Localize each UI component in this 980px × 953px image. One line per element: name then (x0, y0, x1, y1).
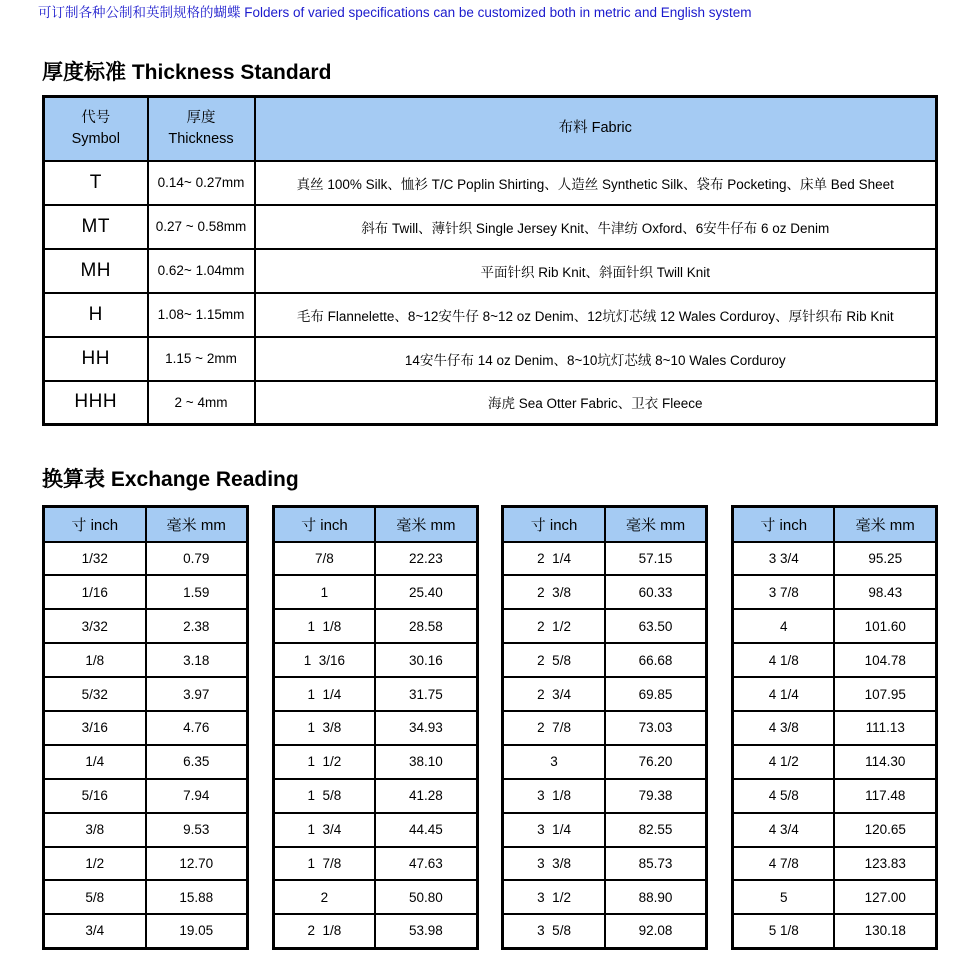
mm-cell: 4.76 (146, 711, 248, 745)
thickness-cell: 0.62~ 1.04mm (148, 249, 255, 293)
inch-cell: 4 7/8 (732, 847, 834, 881)
mm-cell: 85.73 (605, 847, 707, 881)
mm-cell: 95.25 (834, 542, 936, 576)
symbol-column-header (44, 97, 148, 161)
mm-cell: 53.98 (375, 914, 477, 948)
exchange-row (732, 542, 936, 576)
exchange-row (503, 609, 707, 643)
mm-cell: 50.80 (375, 880, 477, 914)
inch-cell: 2 (273, 880, 375, 914)
inch-cell: 2 7/8 (503, 711, 605, 745)
thickness-cell: 1.08~ 1.15mm (148, 293, 255, 337)
top-note: 可订制各种公制和英制规格的蝴蝶 Folders of varied specifications can be customized both in metric and English system (38, 5, 752, 20)
mm-cell: 98.43 (834, 575, 936, 609)
inch-cell: 1 (273, 575, 375, 609)
inch-cell: 3 3/8 (503, 847, 605, 881)
mm-cell: 41.28 (375, 779, 477, 813)
exchange-row (44, 813, 248, 847)
inch-cell: 1/16 (44, 575, 146, 609)
symbol-cell: MT (44, 205, 148, 249)
inch-cell: 2 1/4 (503, 542, 605, 576)
thickness-table (42, 95, 938, 426)
exchange-row (273, 643, 477, 677)
exchange-row (44, 575, 248, 609)
exchange-row (44, 880, 248, 914)
exchange-row (503, 813, 707, 847)
inch-cell: 1 5/8 (273, 779, 375, 813)
mm-cell: 79.38 (605, 779, 707, 813)
mm-cell: 104.78 (834, 643, 936, 677)
mm-column-header: 毫米 mm (375, 507, 477, 542)
exchange-row (503, 779, 707, 813)
inch-cell: 1 1/2 (273, 745, 375, 779)
inch-cell: 4 1/4 (732, 677, 834, 711)
exchange-row (732, 779, 936, 813)
exchange-row (732, 914, 936, 948)
exchange-row (44, 677, 248, 711)
inch-column-header: 寸 inch (503, 507, 605, 542)
inch-cell: 1/2 (44, 847, 146, 881)
mm-cell: 12.70 (146, 847, 248, 881)
mm-cell: 9.53 (146, 813, 248, 847)
fabric-cell: 海虎 Sea Otter Fabric、卫衣 Fleece (255, 381, 937, 425)
thickness-row (44, 293, 937, 337)
inch-cell: 2 1/2 (503, 609, 605, 643)
thickness-header-row (44, 97, 937, 161)
symbol-cell: H (44, 293, 148, 337)
mm-cell: 7.94 (146, 779, 248, 813)
thickness-column-header (148, 97, 255, 161)
exchange-row (273, 575, 477, 609)
mm-cell: 111.13 (834, 711, 936, 745)
symbol-cell: HHH (44, 381, 148, 425)
exchange-row (44, 542, 248, 576)
exchange-row (273, 609, 477, 643)
mm-cell: 130.18 (834, 914, 936, 948)
exchange-row (273, 745, 477, 779)
inch-cell: 3 1/4 (503, 813, 605, 847)
exchange-row (732, 847, 936, 881)
thickness-header-zh: 厚度 (186, 109, 216, 126)
mm-cell: 127.00 (834, 880, 936, 914)
mm-cell: 3.18 (146, 643, 248, 677)
exchange-row (503, 847, 707, 881)
exchange-row (44, 745, 248, 779)
mm-cell: 6.35 (146, 745, 248, 779)
mm-cell: 34.93 (375, 711, 477, 745)
mm-cell: 63.50 (605, 609, 707, 643)
mm-cell: 117.48 (834, 779, 936, 813)
mm-cell: 47.63 (375, 847, 477, 881)
inch-cell: 1 1/4 (273, 677, 375, 711)
inch-cell: 7/8 (273, 542, 375, 576)
mm-cell: 22.23 (375, 542, 477, 576)
mm-cell: 123.83 (834, 847, 936, 881)
exchange-row (503, 643, 707, 677)
exchange-row (732, 575, 936, 609)
thickness-row (44, 337, 937, 381)
symbol-cell: HH (44, 337, 148, 381)
inch-cell: 3/8 (44, 813, 146, 847)
mm-cell: 69.85 (605, 677, 707, 711)
mm-cell: 101.60 (834, 609, 936, 643)
mm-cell: 19.05 (146, 914, 248, 948)
inch-cell: 2 3/8 (503, 575, 605, 609)
mm-column-header: 毫米 mm (834, 507, 936, 542)
inch-cell: 1 3/16 (273, 643, 375, 677)
exchange-tables-container (42, 505, 938, 950)
mm-cell: 1.59 (146, 575, 248, 609)
inch-cell: 3 1/2 (503, 880, 605, 914)
inch-cell: 2 1/8 (273, 914, 375, 948)
symbol-header-zh: 代号 (81, 109, 111, 126)
fabric-column-header: 布料 Fabric (255, 97, 937, 161)
inch-cell: 1 3/8 (273, 711, 375, 745)
thickness-cell: 0.14~ 0.27mm (148, 161, 255, 205)
mm-cell: 31.75 (375, 677, 477, 711)
mm-cell: 30.16 (375, 643, 477, 677)
mm-cell: 88.90 (605, 880, 707, 914)
exchange-row (44, 914, 248, 948)
exchange-row (44, 847, 248, 881)
inch-cell: 4 5/8 (732, 779, 834, 813)
exchange-row (503, 677, 707, 711)
exchange-row (503, 575, 707, 609)
exchange-row (503, 745, 707, 779)
inch-cell: 2 5/8 (503, 643, 605, 677)
mm-cell: 2.38 (146, 609, 248, 643)
exchange-row (732, 813, 936, 847)
mm-cell: 76.20 (605, 745, 707, 779)
exchange-row (732, 609, 936, 643)
inch-cell: 4 1/8 (732, 643, 834, 677)
exchange-section-title: 换算表 Exchange Reading (42, 468, 299, 491)
exchange-table (42, 505, 249, 950)
thickness-cell: 1.15 ~ 2mm (148, 337, 255, 381)
mm-cell: 44.45 (375, 813, 477, 847)
exchange-row (503, 880, 707, 914)
thickness-header-en: Thickness (168, 130, 234, 147)
exchange-row (503, 914, 707, 948)
symbol-header-en: Symbol (71, 130, 120, 147)
exchange-row (273, 677, 477, 711)
inch-cell: 3/4 (44, 914, 146, 948)
inch-cell: 1/32 (44, 542, 146, 576)
thickness-section-title: 厚度标准 Thickness Standard (42, 61, 332, 84)
inch-cell: 5 (732, 880, 834, 914)
exchange-row (273, 711, 477, 745)
inch-cell: 5/8 (44, 880, 146, 914)
exchange-row (503, 711, 707, 745)
mm-column-header: 毫米 mm (146, 507, 248, 542)
fabric-cell: 真丝 100% Silk、恤衫 T/C Poplin Shirting、人造丝 Synthetic Silk、袋布 Pocketing、床单 Bed Sheet (255, 161, 937, 205)
inch-cell: 4 3/4 (732, 813, 834, 847)
inch-cell: 3/16 (44, 711, 146, 745)
inch-cell: 1/8 (44, 643, 146, 677)
exchange-row (732, 711, 936, 745)
exchange-header-row (732, 507, 936, 542)
exchange-row (732, 745, 936, 779)
inch-cell: 2 3/4 (503, 677, 605, 711)
mm-cell: 57.15 (605, 542, 707, 576)
mm-column-header: 毫米 mm (605, 507, 707, 542)
thickness-cell: 0.27 ~ 0.58mm (148, 205, 255, 249)
exchange-row (44, 779, 248, 813)
exchange-row (273, 813, 477, 847)
exchange-header-row (503, 507, 707, 542)
inch-cell: 4 (732, 609, 834, 643)
mm-cell: 60.33 (605, 575, 707, 609)
mm-cell: 82.55 (605, 813, 707, 847)
inch-cell: 1 3/4 (273, 813, 375, 847)
inch-cell: 5/32 (44, 677, 146, 711)
inch-column-header: 寸 inch (44, 507, 146, 542)
exchange-row (732, 677, 936, 711)
mm-cell: 3.97 (146, 677, 248, 711)
exchange-row (732, 880, 936, 914)
inch-cell: 3 7/8 (732, 575, 834, 609)
exchange-header-row (44, 507, 248, 542)
exchange-row (273, 880, 477, 914)
exchange-row (44, 643, 248, 677)
thickness-row (44, 205, 937, 249)
fabric-cell: 毛布 Flannelette、8~12安牛仔 8~12 oz Denim、12坑灯芯绒 12 Wales Corduroy、厚针织布 Rib Knit (255, 293, 937, 337)
mm-cell: 73.03 (605, 711, 707, 745)
inch-cell: 5 1/8 (732, 914, 834, 948)
inch-column-header: 寸 inch (273, 507, 375, 542)
inch-cell: 3 5/8 (503, 914, 605, 948)
mm-cell: 120.65 (834, 813, 936, 847)
symbol-cell: T (44, 161, 148, 205)
mm-cell: 15.88 (146, 880, 248, 914)
thickness-row (44, 249, 937, 293)
mm-cell: 92.08 (605, 914, 707, 948)
mm-cell: 38.10 (375, 745, 477, 779)
mm-cell: 28.58 (375, 609, 477, 643)
mm-cell: 0.79 (146, 542, 248, 576)
mm-cell: 114.30 (834, 745, 936, 779)
exchange-row (273, 542, 477, 576)
mm-cell: 25.40 (375, 575, 477, 609)
exchange-row (44, 711, 248, 745)
exchange-table (501, 505, 708, 950)
symbol-cell: MH (44, 249, 148, 293)
mm-cell: 66.68 (605, 643, 707, 677)
exchange-row (273, 847, 477, 881)
exchange-row (273, 914, 477, 948)
mm-cell: 107.95 (834, 677, 936, 711)
inch-cell: 1 7/8 (273, 847, 375, 881)
exchange-table (731, 505, 938, 950)
inch-column-header: 寸 inch (732, 507, 834, 542)
exchange-row (503, 542, 707, 576)
inch-cell: 5/16 (44, 779, 146, 813)
inch-cell: 1/4 (44, 745, 146, 779)
exchange-header-row (273, 507, 477, 542)
fabric-cell: 斜布 Twill、薄针织 Single Jersey Knit、牛津纺 Oxford、6安牛仔布 6 oz Denim (255, 205, 937, 249)
inch-cell: 3/32 (44, 609, 146, 643)
thickness-cell: 2 ~ 4mm (148, 381, 255, 425)
exchange-table (272, 505, 479, 950)
fabric-cell: 平面针织 Rib Knit、斜面针织 Twill Knit (255, 249, 937, 293)
thickness-row (44, 161, 937, 205)
thickness-row (44, 381, 937, 425)
inch-cell: 3 1/8 (503, 779, 605, 813)
exchange-row (44, 609, 248, 643)
exchange-row (732, 643, 936, 677)
inch-cell: 4 1/2 (732, 745, 834, 779)
inch-cell: 4 3/8 (732, 711, 834, 745)
exchange-row (273, 779, 477, 813)
inch-cell: 3 (503, 745, 605, 779)
inch-cell: 3 3/4 (732, 542, 834, 576)
fabric-cell: 14安牛仔布 14 oz Denim、8~10坑灯芯绒 8~10 Wales Corduroy (255, 337, 937, 381)
inch-cell: 1 1/8 (273, 609, 375, 643)
